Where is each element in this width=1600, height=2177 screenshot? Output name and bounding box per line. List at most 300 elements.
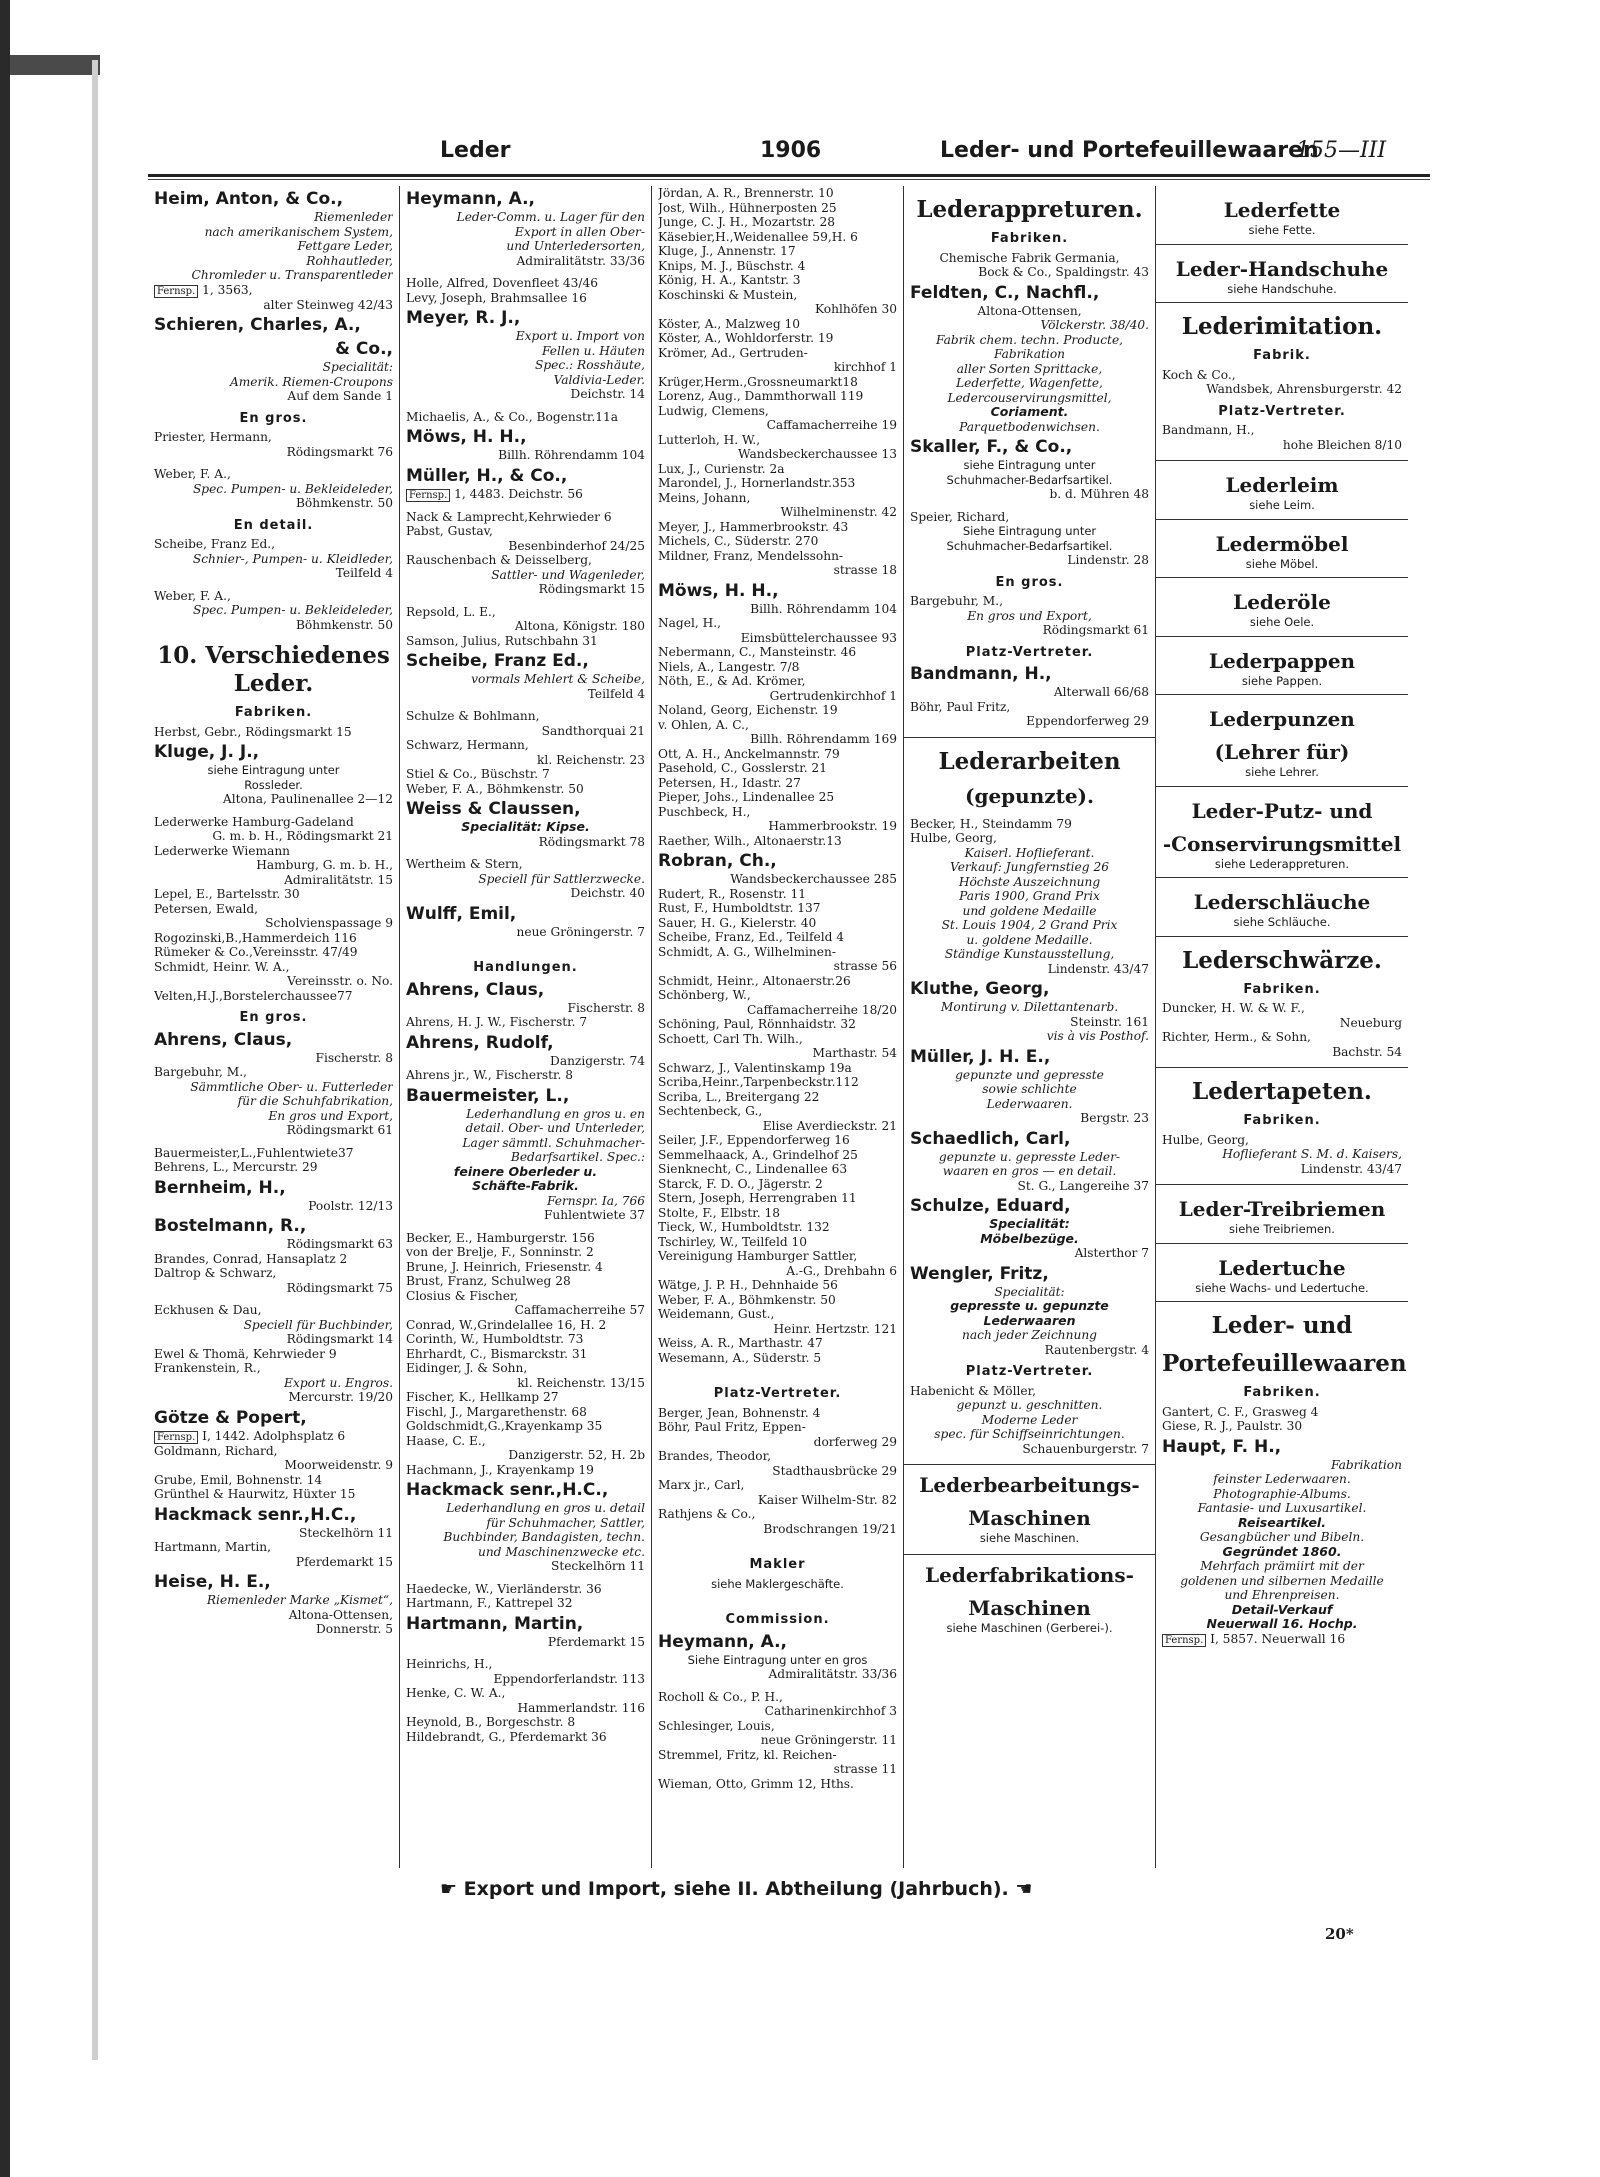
entry-line: Schönberg, W., <box>658 988 751 1002</box>
entry-note: Fellen u. Häuten <box>541 343 645 358</box>
entry-line: Levy, Joseph, Brahmsallee 16 <box>406 290 587 305</box>
entry-line: Ewel & Thomä, Kehrwieder 9 <box>154 1346 337 1361</box>
entry-address: Eimsbüttelerchaussee 93 <box>740 630 897 645</box>
entry-line: Weber, F. A., <box>154 467 231 481</box>
section-heading: Leder-Handschuhe <box>1175 256 1389 281</box>
entry-line: Haedecke, W., Vierländerstr. 36 <box>406 1581 602 1596</box>
phone-number: 1, 4483. Deichstr. 56 <box>454 486 583 501</box>
entry-line: Corinth, W., Humboldtstr. 73 <box>406 1332 584 1346</box>
entry-note: Ledercouservirungsmittel, <box>947 390 1112 405</box>
phone-line <box>1162 1632 1402 1647</box>
entry-address: Bock & Co., Spaldingstr. 43 <box>978 265 1149 279</box>
entry-address: Caffamacherreihe 57 <box>514 1303 645 1317</box>
cross-reference: siehe Lederappreturen. <box>1214 856 1350 871</box>
entry-line: Lorenz, Aug., Dammthorwall 119 <box>658 389 864 403</box>
entry-line: Priester, Hermann, <box>154 430 272 444</box>
cross-reference-box <box>1156 520 1408 579</box>
entry-note: für die Schuhfabrikation, <box>237 1094 393 1108</box>
entry-line: Raether, Wilh., Altonaerstr.13 <box>658 833 842 848</box>
entry-note: Lederhandlung en gros u. en <box>466 1106 645 1121</box>
phone-line <box>154 1429 393 1444</box>
firm-name: Bandmann, H., <box>910 664 1052 684</box>
subsection-heading: Fabriken. <box>234 705 313 720</box>
entry-line: Stiel & Co., Büschstr. 7 <box>406 767 550 781</box>
entry-line: von der Brelje, F., Sonninstr. 2 <box>406 1245 594 1259</box>
entry-line: Weber, F. A., <box>154 588 231 603</box>
entry-line: Grünthel & Haurwitz, Hüxter 15 <box>154 1487 356 1501</box>
entry-line: Berger, Jean, Bohnenstr. 4 <box>658 1405 821 1420</box>
entry-note: Buchbinder, Bandagisten, techn. <box>443 1530 645 1544</box>
entry-line: Holle, Alfred, Dovenfleet 43/46 <box>406 276 599 290</box>
entry-line: Junge, C. J. H., Mozartstr. 28 <box>658 215 836 229</box>
section-heading: Lederfette <box>1223 198 1341 222</box>
entry-address: Sandthorquai 21 <box>541 723 645 738</box>
page-header <box>148 132 1430 170</box>
firm-name: Meyer, R. J., <box>406 308 521 328</box>
entry-note: vis à vis Posthof. <box>1046 1029 1149 1043</box>
entry-note: Fernspr. Ia, 766 <box>546 1193 645 1208</box>
entry-line: Velten,H.J.,Borstelerchaussee77 <box>154 988 353 1003</box>
section-divider <box>904 1554 1155 1555</box>
cross-reference-box <box>1156 186 1408 245</box>
cross-reference: siehe Eintragung unter <box>963 458 1096 472</box>
header-rule-thin <box>148 179 1430 180</box>
entry-note: goldenen und silbernen Medaille <box>1180 1573 1384 1588</box>
spacer <box>154 581 393 589</box>
section-heading: Lederfabrikations- <box>925 1562 1134 1587</box>
phone-line <box>154 283 393 298</box>
entry-line: Böhr, Paul Fritz, <box>910 699 1011 714</box>
entry-address: Steinstr. 161 <box>1070 1014 1149 1029</box>
pointing-hand-right-icon: ☚ <box>1015 1878 1033 1900</box>
entry-address: Rödingsmarkt 76 <box>286 444 393 459</box>
entry-address: Fischerstr. 8 <box>567 1000 645 1015</box>
entry-address: Caffamacherreihe 19 <box>766 418 897 432</box>
entry-address: Mercurstr. 19/20 <box>288 1390 393 1404</box>
entry-line: Brune, J. Heinrich, Friesenstr. 4 <box>406 1259 603 1274</box>
entry-address: Eppendorferlandstr. 113 <box>493 1671 645 1686</box>
entry-address: Rödingsmarkt 61 <box>1042 623 1149 637</box>
entry-line: Tieck, W., Humboldtstr. 132 <box>658 1220 830 1234</box>
entry-line: Petersen, H., Idastr. 27 <box>658 775 801 790</box>
entry-line: Hildebrandt, G., Pferdemarkt 36 <box>406 1729 607 1744</box>
header-rule <box>148 174 1430 177</box>
cross-reference-box <box>1156 1185 1408 1244</box>
section-divider <box>904 1464 1155 1465</box>
entry-note: nach amerikanischem System, <box>204 224 393 239</box>
firm-name: Wengler, Fritz, <box>910 1263 1049 1284</box>
column-4 <box>904 186 1156 1868</box>
cross-reference: Rossleder. <box>244 777 303 792</box>
subsection-heading: En gros. <box>239 410 308 426</box>
entry-address: Hamburg, G. m. b. H., <box>256 858 393 872</box>
entry-line: Seiler, J.F., Eppendorferweg 16 <box>658 1133 850 1147</box>
specialty-text: Reiseartikel. <box>1238 1514 1326 1530</box>
entry-address: G. m. b. H., Rödingsmarkt 21 <box>212 829 393 843</box>
entry-line: Pabst, Gustav, <box>406 524 493 538</box>
cross-reference: Schuhmacher-Bedarfsartikel. <box>946 538 1113 553</box>
entry-address: Kaiser Wilhelm-Str. 82 <box>757 1492 897 1507</box>
entry-address: Wandsbek, Ahrensburgerstr. 42 <box>1206 382 1402 396</box>
cross-reference: siehe Pappen. <box>1241 673 1323 688</box>
section-heading: Lederleim <box>1225 473 1339 497</box>
entry-address: Brodschrangen 19/21 <box>763 1521 897 1536</box>
scan-binding-bar <box>10 55 100 75</box>
section-heading: Ledermöbel <box>1215 531 1349 556</box>
firm-name: Schieren, Charles, A., <box>154 315 361 335</box>
entry-address: alter Steinweg 42/43 <box>263 297 393 312</box>
column-3 <box>652 186 904 1868</box>
entry-address: kirchhof 1 <box>833 360 897 374</box>
section-heading: Leder-Treibriemen <box>1178 1197 1386 1221</box>
spacer <box>910 502 1149 510</box>
entry-line: Krömer, Ad., Gertruden- <box>658 345 808 360</box>
entry-note: sowie schlichte <box>982 1082 1077 1096</box>
firm-name: Hackmack senr.,H.C., <box>154 1504 357 1525</box>
cross-reference-box <box>1156 461 1408 520</box>
subsection-heading: Fabrik. <box>1253 348 1311 363</box>
entry-note: Riemenleder <box>314 210 393 224</box>
entry-note: Paris 1900, Grand Prix <box>959 889 1100 903</box>
entry-note: Kaiserl. Hoflieferant. <box>964 845 1095 860</box>
entry-address: Vereinsstr. o. No. <box>287 974 393 988</box>
entry-address: Rautenbergstr. 4 <box>1044 1342 1149 1357</box>
entry-note: u. goldene Medaille. <box>966 932 1093 947</box>
phone-badge: Fernsp. <box>406 489 450 502</box>
entry-note: Lederwaaren. <box>986 1096 1073 1111</box>
entry-line: Hartmann, F., Kattrepel 32 <box>406 1596 573 1610</box>
entry-note: Amerik. Riemen-Croupons <box>229 374 393 389</box>
directory-page <box>148 132 1430 1868</box>
entry-note: Bedarfsartikel. Spec.: <box>510 1150 645 1164</box>
entry-address: Bachstr. 54 <box>1332 1044 1402 1059</box>
entry-note: Höchste Auszeichnung <box>958 874 1101 889</box>
entry-note: Spec.: Rosshäute, <box>534 358 645 372</box>
entry-note: Völckerstr. 38/40. <box>1040 318 1149 332</box>
entry-line: Stern, Joseph, Herrengraben 11 <box>658 1191 857 1205</box>
entry-note: Parquetbodenwichsen. <box>959 419 1100 434</box>
footer-note-text: Export und Import, siehe II. Abtheilung (Jahrbuch). <box>463 1878 1009 1900</box>
subsection-heading: Platz-Vertreter. <box>965 1364 1094 1379</box>
firm-name: Heim, Anton, & Co., <box>154 189 344 209</box>
entry-note: Export u. Import von <box>515 329 645 343</box>
subsection-heading: Platz-Vertreter. <box>965 644 1094 660</box>
column-2 <box>400 186 652 1868</box>
entry-line: Semmelhaack, A., Grindelhof 25 <box>658 1147 858 1162</box>
scan-margin-dark <box>0 0 10 2177</box>
entry-line: Schmidt, Heinr. W. A., <box>154 959 290 974</box>
entry-address: Schauenburgerstr. 7 <box>1022 1441 1149 1456</box>
column-5 <box>1156 186 1408 1868</box>
entry-line: Conrad, W.,Grindelallee 16, H. 2 <box>406 1317 607 1332</box>
entry-address: Steckelhörn 11 <box>298 1525 393 1540</box>
phone-badge: Fernsp. <box>1162 1634 1206 1647</box>
subsection-heading: En gros. <box>995 574 1064 590</box>
specialty-text: Möbelbezüge. <box>980 1230 1079 1246</box>
entry-line: Habenicht & Möller, <box>910 1383 1037 1398</box>
cross-reference: siehe Maschinen. <box>979 1531 1080 1545</box>
entry-note: Sattler- und Wagenleder, <box>491 567 645 582</box>
specialty-text: gepresste u. gepunzte <box>950 1298 1109 1313</box>
entry-line: Scheibe, Franz Ed., <box>154 537 276 551</box>
entry-line: Köster, A., Wohldorferstr. 19 <box>658 331 834 345</box>
cross-reference-box <box>1156 578 1408 637</box>
entry-note: gepunzt u. geschnitten. <box>956 1398 1103 1412</box>
specialty-text: Specialität: Kipse. <box>461 819 590 834</box>
entry-line: Chemische Fabrik Germania, <box>939 250 1120 265</box>
entry-line: Bargebuhr, M., <box>154 1065 248 1079</box>
entry-note: Fettgare Leder, <box>297 239 393 253</box>
entry-address: St. G., Langereihe 37 <box>1017 1178 1149 1193</box>
header-page-number: 155—III <box>1296 138 1387 163</box>
entry-line: Marx jr., Carl, <box>658 1478 745 1492</box>
entry-line: Weber, F. A., Böhmkenstr. 50 <box>406 781 584 796</box>
entry-line: Scheibe, Franz, Ed., Teilfeld 4 <box>658 930 845 944</box>
entry-address: Caffamacherreihe 18/20 <box>746 1002 897 1017</box>
entry-address: Alsterthor 7 <box>1074 1246 1149 1260</box>
entry-line: Brandes, Conrad, Hansaplatz 2 <box>154 1251 348 1266</box>
entry-line: Heinrichs, H., <box>406 1657 493 1671</box>
entry-line: Kluge, J., Annenstr. 17 <box>658 244 796 258</box>
entry-address: Kohlhöfen 30 <box>814 302 897 316</box>
entry-line: Herbst, Gebr., Rödingsmarkt 15 <box>154 724 352 739</box>
entry-address: Hammerbrookstr. 19 <box>768 819 897 833</box>
entry-note: vormals Mehlert & Scheibe, <box>471 672 645 686</box>
section-divider <box>1156 1067 1408 1068</box>
spacer <box>154 807 393 815</box>
firm-name: Bernheim, H., <box>154 1177 286 1198</box>
entry-address: Danzigerstr. 74 <box>550 1053 645 1068</box>
entry-address: Admiralitätstr. 33/36 <box>516 253 645 268</box>
firm-name: Heymann, A., <box>658 1631 787 1652</box>
specialty-text: Lederwaaren <box>983 1312 1076 1328</box>
phone-number: 1, 3563, <box>202 282 253 297</box>
entry-line: Bandmann, H., <box>1162 423 1255 437</box>
entry-line: Marondel, J., Hornerlandstr.353 <box>658 476 856 490</box>
cross-reference: Schuhmacher-Bedarfsartikel. <box>946 472 1113 487</box>
entry-address: b. d. Mühren 48 <box>1049 487 1149 501</box>
cross-reference-box <box>1156 245 1408 304</box>
entry-line: Nagel, H., <box>658 616 721 630</box>
entry-note: Lager sämmtl. Schuhmacher- <box>462 1135 645 1150</box>
entry-address: Wandsbeckerchaussee 285 <box>730 872 897 886</box>
subsection-heading: Platz-Vertreter. <box>1218 403 1346 419</box>
entry-note: Sämmtliche Ober- u. Futterleder <box>190 1079 393 1094</box>
entry-line: Schmidt, Heinr., Altonaerstr.26 <box>658 973 851 988</box>
firm-name: Schaedlich, Carl, <box>910 1128 1071 1149</box>
entry-note: Riemenleder Marke „Kismet“, <box>206 1593 393 1607</box>
spacer <box>154 459 393 467</box>
firm-name: & Co., <box>335 339 393 359</box>
entry-note: Fabrik chem. techn. Producte, <box>935 332 1124 347</box>
entry-address: Admiralitätstr. 15 <box>284 872 393 887</box>
entry-note: und goldene Medaille <box>962 903 1097 918</box>
scan-page-edge <box>92 60 98 2060</box>
entry-line: Mildner, Franz, Mendelssohn- <box>658 548 844 563</box>
entry-line: Lepel, E., Bartelsstr. 30 <box>154 887 300 901</box>
entry-line: Wieman, Otto, Grimm 12, Hths. <box>658 1776 854 1791</box>
section-heading: Lederimitation. <box>1181 313 1383 340</box>
entry-note: nach jeder Zeichnung <box>962 1328 1097 1342</box>
subsection-heading: Fabriken. <box>1243 981 1321 997</box>
entry-line: Ludwig, Clemens, <box>658 403 769 418</box>
entry-line: Weiss, A. R., Marthastr. 47 <box>658 1336 823 1350</box>
entry-line: Schwarz, Hermann, <box>406 738 529 752</box>
entry-address: Bergstr. 23 <box>1080 1111 1149 1125</box>
section-heading: Lederarbeiten <box>938 747 1121 775</box>
firm-name: Kluthe, Georg, <box>910 979 1050 999</box>
entry-line: Krüger,Herm.,Grossneumarkt18 <box>658 374 858 389</box>
entry-address: Billh. Röhrendamm 104 <box>498 448 645 462</box>
header-year: 1906 <box>760 138 822 163</box>
entry-line: Meins, Johann, <box>658 490 751 505</box>
entry-line: Rocholl & Co., P. H., <box>658 1689 783 1704</box>
firm-name: Müller, J. H. E., <box>910 1046 1051 1067</box>
subsection-heading: Platz-Vertreter. <box>713 1386 842 1401</box>
entry-line: Goldmann, Richard, <box>154 1443 278 1458</box>
cross-reference: siehe Lehrer. <box>1245 765 1319 779</box>
entry-line: Schmidt, A. G., Wilhelminen- <box>658 944 836 959</box>
entry-address: Poolstr. 12/13 <box>308 1198 393 1213</box>
section-heading: -Conservirungsmittel <box>1162 831 1402 856</box>
entry-note: Spec. Pumpen- u. Bekleideleder, <box>192 481 393 496</box>
firm-name: Heise, H. E., <box>154 1572 271 1592</box>
entry-line: Schwarz, J., Valentinskamp 19a <box>658 1060 852 1075</box>
spacer <box>154 1295 393 1303</box>
entry-address: Catharinenkirchhof 3 <box>764 1704 897 1718</box>
entry-note: Schnier-, Pumpen- u. Kleidleder, <box>192 551 393 566</box>
entry-line: Brandes, Theodor, <box>658 1449 771 1463</box>
entry-line: Bauermeister,L.,Fuhlentwiete37 <box>154 1145 354 1160</box>
entry-line: Lederwerke Wiemann <box>154 843 291 858</box>
cross-reference: siehe Schläuche. <box>1233 915 1331 929</box>
specialty-text: Gegründet 1860. <box>1222 1543 1342 1559</box>
footer-note <box>440 1878 1032 1900</box>
entry-line: Köster, A., Malzweg 10 <box>658 316 801 331</box>
entry-note: Fabrikation <box>993 347 1066 361</box>
spacer <box>406 502 645 510</box>
entry-address: Lindenstr. 43/47 <box>1300 1161 1402 1176</box>
entry-line: Noland, Georg, Eichenstr. 19 <box>658 703 838 717</box>
entry-address: Rödingsmarkt 63 <box>286 1237 393 1251</box>
entry-address: Altona, Königstr. 180 <box>514 619 645 633</box>
firm-name: Feldten, C., Nachfl., <box>910 282 1100 303</box>
spacer <box>406 849 645 857</box>
entry-address: Altona, Paulinenallee 2—12 <box>222 792 393 806</box>
entry-address: Fuhlentwiete 37 <box>543 1208 645 1222</box>
entry-line: Bargebuhr, M., <box>910 594 1004 608</box>
entry-line: Knips, M. J., Büschstr. 4 <box>658 258 806 273</box>
entry-address: kl. Reichenstr. 13/15 <box>517 1375 645 1390</box>
entry-line: Richter, Herm., & Sohn, <box>1162 1030 1311 1044</box>
entry-line: Lutterloh, H. W., <box>658 432 761 447</box>
entry-address: Eppendorferweg 29 <box>1026 714 1149 728</box>
entry-address: neue Gröningerstr. 11 <box>760 1733 897 1747</box>
entry-line: Hartmann, Martin, <box>154 1540 271 1554</box>
entry-line: Samson, Julius, Rutschbahn 31 <box>406 633 598 648</box>
specialty-text: feinere Oberleder u. <box>453 1163 598 1179</box>
cross-reference: siehe Maklergeschäfte. <box>711 1576 844 1591</box>
entry-address: Marthastr. 54 <box>812 1046 897 1060</box>
entry-note: gepunzte und gepresste <box>955 1067 1104 1082</box>
entry-note: Montirung v. Dilettantenarb. <box>940 1000 1119 1014</box>
entry-line: Koch & Co., <box>1162 367 1236 382</box>
entry-address: Stadthausbrücke 29 <box>772 1463 897 1478</box>
entry-note: Specialität: <box>322 360 393 374</box>
entry-line: Sauer, H. G., Kielerstr. 40 <box>658 915 817 930</box>
firm-name: Wulff, Emil, <box>406 903 517 924</box>
entry-line: Closius & Fischer, <box>406 1288 519 1303</box>
entry-line: Rathjens & Co., <box>658 1507 756 1521</box>
entry-address: Deichstr. 14 <box>570 387 645 401</box>
firm-name: Ahrens, Claus, <box>154 1029 293 1050</box>
entry-line: Weidemann, Gust., <box>658 1307 775 1321</box>
entry-line: Puschbeck, H., <box>658 804 751 819</box>
entry-note: En gros und Export, <box>268 1108 393 1123</box>
spacer <box>406 1223 645 1231</box>
section-heading: Lederschwärze. <box>1182 946 1382 974</box>
phone-number: I, 1442. Adolphsplatz 6 <box>202 1428 346 1443</box>
entry-line: Speier, Richard, <box>910 509 1010 524</box>
entry-address: Gertrudenkirchhof 1 <box>769 688 897 703</box>
entry-line: Wertheim & Stern, <box>406 857 523 871</box>
cross-reference: siehe Leim. <box>1249 498 1315 512</box>
firm-name: Heymann, A., <box>406 189 535 209</box>
entry-note: Moderne Leder <box>981 1412 1078 1427</box>
firm-name: Kluge, J. J., <box>154 742 260 762</box>
section-heading: Lederschläuche <box>1193 890 1371 914</box>
subsection-heading: Fabriken. <box>1243 1385 1321 1400</box>
firm-name: Scheibe, Franz Ed., <box>406 651 589 671</box>
spacer <box>154 1138 393 1146</box>
entry-address: Teilfeld 4 <box>587 686 645 701</box>
entry-line: Weber, F. A., Böhmkenstr. 50 <box>658 1292 836 1307</box>
entry-line: Ahrens jr., W., Fischerstr. 8 <box>406 1068 574 1082</box>
cross-reference-box <box>1156 1244 1408 1303</box>
entry-address: Alterwall 66/68 <box>1053 685 1149 699</box>
entry-line: Ott, A. H., Anckelmannstr. 79 <box>658 746 840 761</box>
cross-reference: siehe Treibriemen. <box>1229 1222 1335 1236</box>
entry-address: Altona-Ottensen, <box>288 1607 393 1622</box>
spacer <box>910 809 1149 817</box>
firm-name: Haupt, F. H., <box>1162 1436 1282 1457</box>
entry-address: Steckelhörn 11 <box>550 1559 645 1573</box>
entry-address: hohe Bleichen 8/10 <box>1282 437 1402 452</box>
entry-line: König, H. A., Kantstr. 3 <box>658 273 801 287</box>
entry-address: Hammerlandstr. 116 <box>517 1700 645 1715</box>
entry-note: Verkauf: Jungfernstieg 26 <box>950 860 1109 874</box>
entry-line: Stolte, F., Elbstr. 18 <box>658 1205 781 1220</box>
section-heading: Leder-Putz- und <box>1191 798 1373 823</box>
entry-line: Goldschmidt,G.,Krayenkamp 35 <box>406 1419 603 1433</box>
entry-line: Duncker, H. W. & W. F., <box>1162 1001 1305 1015</box>
firm-name: Hartmann, Martin, <box>406 1613 584 1634</box>
entry-line: Schulze & Bohlmann, <box>406 709 540 723</box>
section-heading: Lederbearbeitungs- <box>919 1473 1140 1497</box>
phone-number: I, 5857. Neuerwall 16 <box>1210 1631 1346 1646</box>
entry-address: Rödingsmarkt 75 <box>286 1280 393 1295</box>
entry-line: Pieper, Johs., Lindenallee 25 <box>658 790 835 804</box>
entry-address: Donnerstr. 5 <box>316 1622 393 1636</box>
section-heading: Lederpunzen <box>1209 707 1355 731</box>
entry-address: Auf dem Sande 1 <box>287 389 393 403</box>
entry-address: Rödingsmarkt 61 <box>286 1123 393 1137</box>
section-heading: Ledertuche <box>1218 1255 1346 1280</box>
entry-note: und Maschinenzwecke etc. <box>477 1544 645 1559</box>
entry-line: Lederwerke Hamburg-Gadeland <box>154 814 354 829</box>
entry-address: Rödingsmarkt 78 <box>538 834 645 849</box>
section-heading: 10. Verschiedenes Leder. <box>157 642 390 697</box>
